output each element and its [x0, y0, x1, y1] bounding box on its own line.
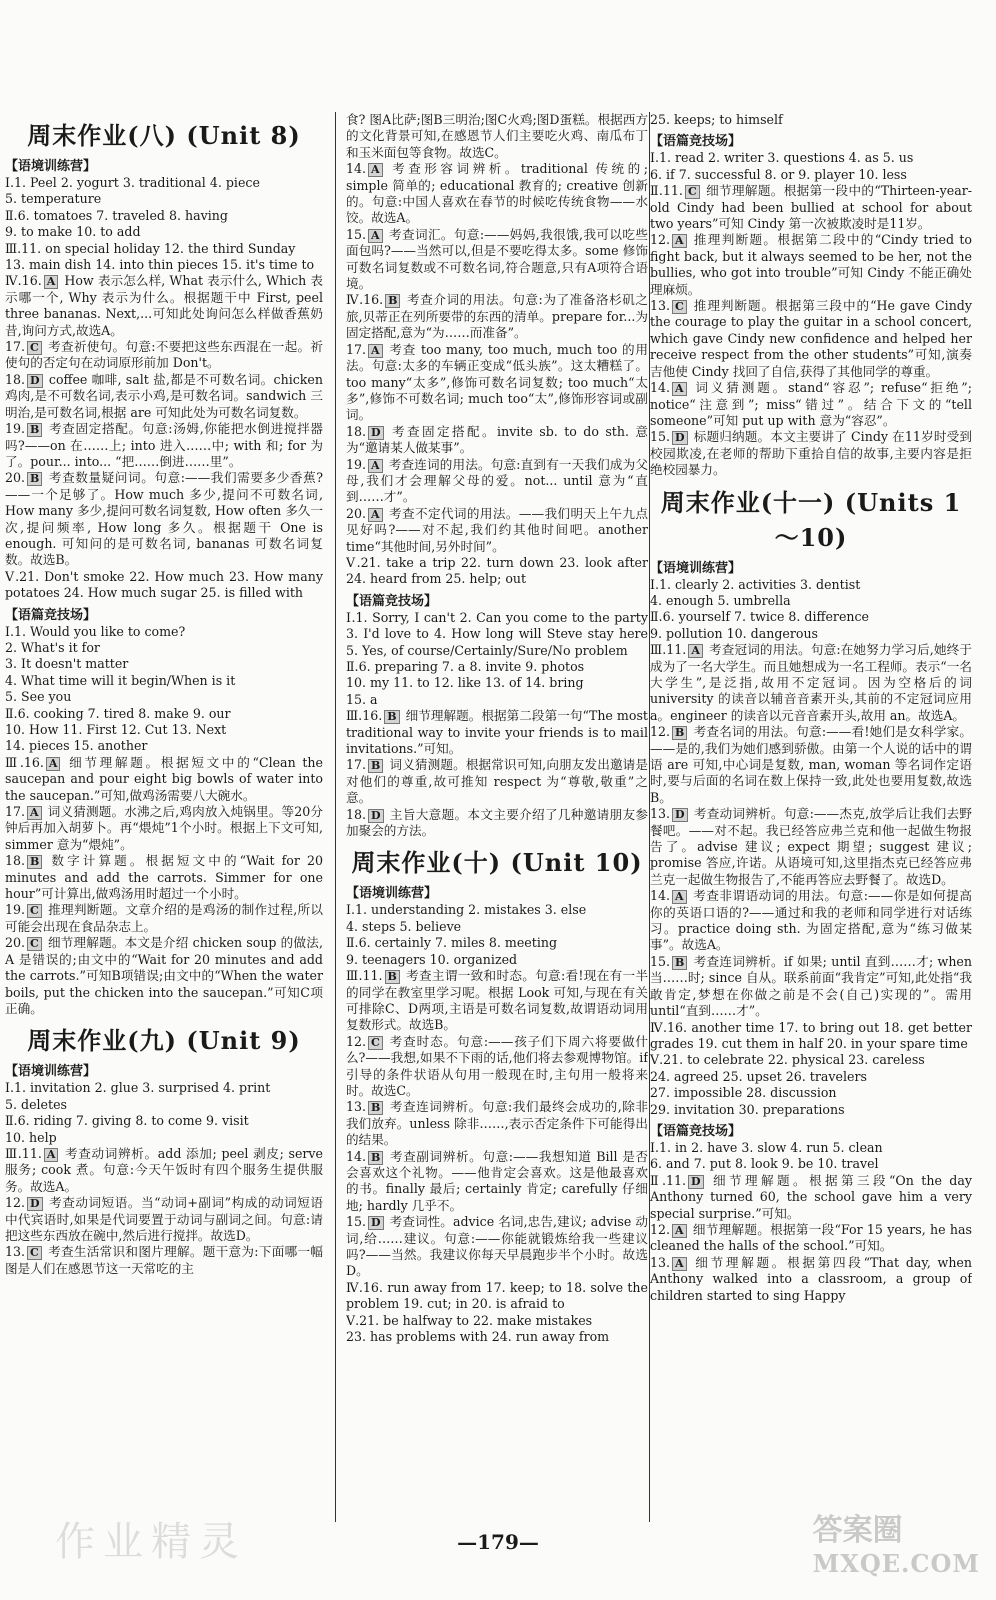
answer-line: 25. keeps; to himself	[650, 112, 783, 127]
answer-item	[5, 755, 323, 804]
answer-text: 细节理解题。根据第三段“On the day Anthony turned 60, the school gave him a very special surprise.”可知。	[650, 1172, 972, 1221]
answer-line: 5. deletes	[5, 1096, 67, 1112]
answer-text: Ⅱ.11.	[650, 183, 683, 199]
answer-text: Ⅲ.16.	[5, 754, 44, 770]
answer-text: 考查主谓一致和时态。句意:看!现在有一半的同学在教室里学习呢。根据 Look 可知,与现在有关可排除C、D两项,主语是可数名词复数,故谓语动词用复数形式。故选B。	[346, 968, 648, 1033]
answer-item	[650, 1173, 972, 1222]
answer-text: 推理判断题。根据第二段中的“Cindy tried to fight back, but it always seemed to be her, not the bullies, who got into trouble”可知 Cindy 不能正确处理麻烦。	[650, 232, 972, 297]
answer-line: Ⅰ.1. invitation 2. glue 3. surprised 4. print	[5, 1080, 271, 1096]
answer-text: 考查动词辨析。句意:——杰克,放学后让我们去野餐吧。——对不起。我已经答应弗兰克和他一起做生物报告了。advise 建议; expect 期望; suggest 建议; promise 答应,许诺。从语境可知,这里指杰克已经答应弗兰克一起做生物报告了,不能再答应去野餐了。故选D。	[650, 806, 972, 887]
answer-item	[5, 804, 323, 853]
answer-text: 17.	[5, 804, 26, 820]
section-label: 【语境训练营】	[650, 560, 742, 576]
answer-line: 9. teenagers 10. organized	[346, 951, 518, 967]
answer-text: 20.	[346, 505, 367, 521]
answer-line: Ⅴ.21. Don't smoke 22. How much 23. How many potatoes 24. How much sugar 25. is filled with	[5, 568, 323, 601]
answer-line: Ⅰ.1. understanding 2. mistakes 3. else	[346, 902, 587, 918]
answer-text: 考查动词辨析。add 添加; peel 剥皮; serve 服务; cook 煮。句意:今天午饭时有四个服务生提供服务。故选A。	[5, 1145, 323, 1194]
answer-choice: A	[672, 234, 687, 248]
answer-line: 5. See you	[5, 689, 72, 705]
answer-line: Ⅰ.1. in 2. have 3. slow 4. run 5. clean	[650, 1139, 883, 1155]
answer-choice: B	[27, 423, 42, 437]
answer-choice: C	[27, 341, 42, 355]
answer-text: 考查冠词的用法。句意:在她努力学习后,她终于成为了一名大学生。而且她想成为一名工程师。表示“一名大学生”,是泛指,故用不定冠词。因为空格后的词 university 的读音以辅音音素开头,其前的不定冠词应用 a。engineer 的读音以元音音素开头,故用 an。故选A。	[650, 642, 972, 723]
answer-item	[5, 339, 323, 372]
answer-item	[346, 1034, 648, 1100]
answer-line: Ⅰ.1. read 2. writer 3. questions 4. as 5. us	[650, 150, 914, 166]
answer-text: 19.	[5, 421, 26, 437]
section-label: 【语境训练营】	[346, 886, 438, 902]
answer-text: 考查固定搭配。invite sb. to do sth. 意为“邀请某人做某事”。	[346, 423, 648, 456]
answer-item	[346, 1149, 648, 1215]
answer-text: Ⅳ.16.	[5, 273, 42, 289]
answer-line: 13. main dish 14. into thin pieces 15. it's time to	[5, 257, 315, 273]
answer-text: 12.	[650, 1221, 671, 1237]
answer-text: 考查连词辨析。if 如果; until 直到……才; when 当……时; since 自从。联系前面“我肯定”可知,此处指“我敢肯定,梦想在你做之前是不会(自己)实现的”。需用 until“直到……才”。	[650, 953, 972, 1019]
answer-line: Ⅳ.16. run away from 17. keep; to 18. solve the problem 19. cut; in 20. is afraid to	[346, 1279, 648, 1312]
answer-text: 词义猜测题。水沸之后,鸡肉放入炖锅里。等20分钟后再加入胡萝卜。再“煨炖”1个小时。根据上下文可知, simmer 意为“煨炖”。	[5, 804, 323, 852]
answer-choice: B	[368, 1151, 383, 1165]
answer-text: 考查不定代词的用法。——我们明天上午九点见好吗?——对不起,我们约其他时间吧。another time“其他时间,另外时间”。	[346, 505, 648, 554]
answer-text: 考查名词的用法。句意:——看!她们是女科学家。——是的,我们为她们感到骄傲。由第一个人说的话中的谓语 are 可知,中心词是复数, man, woman 等名词作定语时,要与后面的名词在数上保持一致,此处也要用复数,故选B。	[650, 724, 972, 805]
section-label: 【语境训练营】	[5, 1064, 97, 1080]
answer-text: 20.	[5, 935, 26, 951]
answer-text: 推理判断题。文章介绍的是鸡汤的制作过程,所以可能会出现在食品杂志上。	[5, 902, 323, 934]
answer-choice: A	[672, 890, 687, 904]
section-title: 周末作业(八) (Unit 8)	[27, 121, 301, 150]
answer-choice: A	[368, 508, 383, 522]
answer-line: 5. temperature	[5, 191, 102, 207]
answer-text: Ⅱ.11.	[650, 1172, 686, 1188]
answer-text: 考查词汇。句意:——妈妈,我很饿,我可以吃些面包吗?——当然可以,但是不要吃得太多。some 修饰可数名词复数或不可数名词,符合题意,只有A项符合语境。	[346, 226, 648, 292]
answer-line: 4. enough 5. umbrella	[650, 592, 791, 608]
answer-item	[650, 954, 972, 1020]
answer-choice: C	[27, 1246, 42, 1260]
answer-choice: A	[368, 459, 383, 473]
answer-item	[650, 1255, 972, 1304]
answer-text: How 表示怎么样, What 表示什么, Which 表示哪一个, Why 表示为什么。根据题干中 First, peel three bananas. Next,...可知此处询问怎么样做香蕉奶昔,询问方式,故选A。	[5, 273, 323, 338]
answer-text: 13.	[650, 1254, 671, 1270]
answer-line: Ⅱ.6. certainly 7. miles 8. meeting	[346, 935, 558, 951]
answer-item	[346, 807, 648, 840]
answer-choice: B	[672, 726, 687, 740]
section-label: 【语境训练营】	[5, 159, 97, 174]
answer-text: 14.	[650, 888, 671, 904]
answer-item	[346, 161, 648, 227]
answer-choice: D	[368, 426, 384, 440]
answer-item	[346, 968, 648, 1034]
answer-line: 2. What's it for	[5, 639, 100, 655]
answer-item	[346, 506, 648, 555]
answer-item	[5, 853, 323, 902]
answer-text: 词义猜测题。根据常识可知,向朋友发出邀请是对他们的尊重,故可推知 respect 为“尊敬,敬重”之意。	[346, 757, 648, 806]
answer-line: Ⅴ.21. take a trip 22. turn down 23. look after 24. heard from 25. help; out	[346, 554, 648, 587]
answer-text: 数字计算题。根据短文中的“Wait for 20 minutes and add the carrots. Simmer for one hour”可计算出,做鸡汤用时超过一个小时。	[5, 853, 323, 902]
answer-text: 考查数量疑问词。句意:——我们需要多少香蕉?——一个足够了。How much 多少,提问不可数名词, How many 多少,提问可数名词复数, How often 多久一次,提问频率, How long 多久。根据题干 One is enough. 可知问的是可数名词, bananas 可数名词复数。故选B。	[5, 470, 323, 568]
answer-text: 考查 too many, too much, much too 的用法。句意:太多的车辆正变成“低头族”。这太糟糕了。too many“太多”,修饰可数名词复数; too much“太多”,修饰不可数名词; much too“太”,修饰形容词或副词。	[346, 341, 648, 423]
answer-text: 细节理解题。根据第四段“That day, when Anthony walked into a classroom, a group of children started to sing Happy	[650, 1254, 972, 1303]
answer-text: 细节理解题。根据短文中的“Clean the saucepan and pour eight big bowls of water into the saucepan.”可知,做鸡汤需要八大碗水。	[5, 754, 323, 803]
answer-text: 18.	[346, 423, 367, 439]
answer-item	[650, 642, 972, 724]
answer-choice: B	[368, 1101, 383, 1115]
answer-text: 15.	[346, 1214, 367, 1230]
answer-line: 24. agreed 25. upset 26. travelers	[650, 1068, 867, 1084]
answer-choice: D	[672, 808, 688, 822]
answer-line: 10. help	[5, 1129, 57, 1145]
answer-text: 考查连词的用法。句意:直到有一天我们成为父母,我们才会理解父母的爱。not... until 意为“直到……才”。	[346, 456, 648, 505]
answer-text: 标题归纳题。本文主要讲了 Cindy 在11岁时受到校园欺凌,在老师的帮助下重拾自信的故事,主要内容是拒绝校园暴力。	[650, 429, 972, 478]
answer-choice: A	[27, 806, 42, 820]
answer-line: 14. pieces 15. another	[5, 738, 148, 754]
answer-line: Ⅱ.6. preparing 7. a 8. invite 9. photos	[346, 659, 585, 674]
answer-text: 13.	[5, 1244, 26, 1260]
answer-item	[346, 227, 648, 293]
answer-choice: A	[44, 275, 59, 289]
answer-item	[346, 342, 648, 424]
answer-line: 4. What time will it begin/When is it	[5, 672, 236, 688]
watermark-logo-text: 答案圈	[812, 1513, 903, 1548]
answer-choice: B	[384, 710, 399, 724]
answer-item	[346, 1214, 648, 1280]
answer-item	[5, 1244, 323, 1277]
answer-choice: D	[368, 1216, 384, 1230]
answer-choice: C	[672, 300, 687, 314]
answer-line: 9. pollution 10. dangerous	[650, 625, 819, 641]
answer-text: 15.	[650, 953, 671, 969]
answer-choice: D	[27, 1197, 43, 1211]
answer-item	[650, 806, 972, 888]
answer-choice: B	[385, 970, 400, 984]
answer-line: Ⅴ.21. to celebrate 22. physical 23. careless	[650, 1052, 925, 1068]
watermark-logo	[813, 1505, 980, 1578]
answer-choice: D	[27, 374, 43, 388]
answer-text: 考查祈使句。句意:不要把这些东西混在一起。祈使句的否定句在动词原形前加 Don't。	[5, 339, 323, 371]
answer-text: 17.	[346, 757, 367, 773]
answer-line: 9. to make 10. to add	[5, 224, 141, 240]
answer-text: Ⅲ.16.	[346, 708, 383, 724]
column-1	[5, 112, 323, 1527]
answer-text: 考查非谓语动词的用法。句意:——你是如何提高你的英语口语的?——通过和我的老师和同学进行对话练习。practice doing sth. 为固定搭配,意为“练习做某事”。故选A。	[650, 888, 972, 953]
answer-item	[346, 708, 648, 757]
answer-item	[650, 232, 972, 298]
answer-line: 29. invitation 30. preparations	[650, 1101, 845, 1117]
answer-text: 考查生活常识和图片理解。题干意为:下面哪一幅图是人们在感恩节这一天常吃的主	[5, 1244, 323, 1276]
answer-text: 19.	[5, 902, 26, 918]
answer-choice: A	[672, 382, 687, 396]
answer-item	[346, 457, 648, 506]
answer-choice: D	[368, 809, 384, 823]
answer-item	[650, 429, 972, 478]
watermark-url: MXQE.COM	[812, 1549, 980, 1578]
answer-choice: A	[368, 163, 383, 177]
answer-text: 12.	[5, 1195, 26, 1211]
answer-text: 12.	[346, 1033, 367, 1049]
answer-choice: A	[688, 644, 703, 658]
answer-text: 19.	[346, 456, 367, 472]
answer-text: 考查介词的用法。句意:为了准备洛杉矶之旅,贝蒂正在列所要带的东西的清单。prepare for...为固定搭配,意为“为……而准备”。	[346, 292, 648, 341]
answer-choice: A	[368, 229, 383, 243]
answer-text: 17.	[346, 341, 367, 357]
answer-item	[650, 888, 972, 954]
answer-choice: A	[46, 757, 61, 771]
answer-choice: C	[27, 937, 42, 951]
answer-choice: B	[368, 759, 383, 773]
answer-choice: B	[385, 294, 400, 308]
answer-text: 考查副词辨析。句意:——我想知道 Bill 是否会喜欢这个礼物。——他肯定会喜欢。这是他最喜欢的书。finally 最后; certainly 肯定; carefully 仔细地; hardly 几乎不。	[346, 1148, 648, 1213]
answer-text: 17.	[5, 339, 26, 355]
answer-text: 细节理解题。根据第二段第一句“The most traditional way to invite your friends is to mail invitations.”可知。	[346, 708, 648, 757]
answer-line: 15. a	[346, 691, 378, 707]
answer-item	[5, 902, 323, 935]
page-number: —179—	[457, 1530, 539, 1554]
answer-item	[650, 298, 972, 380]
answer-item	[5, 470, 323, 568]
answer-text: 14.	[650, 380, 671, 396]
answer-text: 细节理解题。根据第一段中的“Thirteen-year-old Cindy had been bullied at school for about two years”可知 Cindy 第一次被欺凌时是11岁。	[650, 183, 972, 232]
answer-text: 细节理解题。根据第一段“For 15 years, he has cleaned the halls of the school.”可知。	[650, 1221, 972, 1254]
answer-choice: C	[27, 904, 42, 918]
answer-text: 考查时态。句意:——孩子们下周六将要做什么?——我想,如果不下雨的话,他们将去参观博物馆。if 引导的条件状语从句用一般现在时,主句用一般将来时。故选C。	[346, 1033, 648, 1098]
answer-text: 12.	[650, 232, 671, 248]
section-title: 周末作业(十) (Unit 10)	[351, 848, 643, 878]
answer-text: 18.	[5, 371, 26, 387]
answer-text: 考查固定搭配。句意:汤姆,你能把水倒进搅拌器吗?——on 在……上; into 进入……中; with 和; for 为了。pour... into... “把……倒进……里”。	[5, 421, 323, 469]
answer-line: Ⅰ.1. clearly 2. activities 3. dentist	[650, 576, 861, 592]
answer-text: 20.	[5, 470, 26, 486]
answer-text: 考查动词短语。当“动词+副词”构成的动词短语中代宾语时,如果是代词要置于动词与副词之间。句意:请把这些东西放在碗中,然后进行搅拌。故选D。	[5, 1195, 323, 1243]
answer-text: 18.	[5, 853, 26, 869]
answer-choice: B	[672, 956, 687, 970]
answer-line: 6. if 7. successful 8. or 9. player 10. less	[650, 166, 907, 182]
answer-text: 细节理解题。本文是介绍 chicken soup 的做法, A 是错误的;由文中的“Wait for 20 minutes and add the carrots.”可知B项错误;由文中的“When the water boils, put the chicken into the saucepan.”可知C项正确。	[5, 935, 323, 1016]
column-2	[346, 112, 648, 1527]
answer-item	[5, 1195, 323, 1244]
answer-choice: A	[672, 1224, 687, 1238]
answer-item	[346, 1099, 648, 1148]
answer-choice: C	[685, 185, 700, 199]
section-label: 【语篇竞技场】	[650, 134, 742, 150]
answer-line: 10. How 11. First 12. Cut 13. Next	[5, 722, 227, 737]
answer-item	[5, 273, 323, 339]
answer-item	[650, 1222, 972, 1255]
answer-item	[346, 757, 648, 806]
answer-line: Ⅰ.1. Peel 2. yogurt 3. traditional 4. piece	[5, 175, 260, 190]
answer-text: Ⅲ.11.	[650, 642, 687, 658]
answer-text: 考查形容词辨析。traditional 传统的; simple 简单的; educational 教育的; creative 创新的。句意:中国人喜欢在春节的时候吃传统食物——水饺。故选A。	[346, 161, 648, 226]
answer-choice: A	[44, 1148, 59, 1162]
answer-item	[5, 372, 323, 421]
answer-text: Ⅲ.11.	[346, 968, 383, 984]
answer-text: 推理判断题。根据第三段中的“He gave Cindy the courage to play the guitar in a school concert, which gave Cindy new confidence and helped her receive respect from the other students”可知,演奏吉他使 Cindy 找回了自信,获得了其他同学的尊重。	[650, 298, 972, 379]
answer-text: coffee 咖啡, salt 盐,都是不可数名词。chicken 鸡肉,是不可数名词,表示小鸡,是可数名词。sandwich 三明治,是可数名词,根据 are 可知此处为可数名词复数。	[5, 371, 323, 420]
answer-text: 18.	[346, 806, 367, 822]
answer-text: 13.	[650, 806, 671, 822]
answer-choice: C	[368, 1036, 383, 1050]
answer-text: 13.	[346, 1099, 367, 1115]
section-label: 【语篇竞技场】	[650, 1123, 742, 1139]
answer-line: 4. steps 5. believe	[346, 918, 462, 934]
answer-item	[346, 424, 648, 457]
answer-text: 考查词性。advice 名词,忠告,建议; advise 动词,给……建议。句意:——你能就锻炼给我一些建议吗?——当然。我建议你每天早晨跑步半个小时。故选D。	[346, 1214, 648, 1279]
answer-choice: D	[672, 431, 688, 445]
answer-text: 12.	[650, 724, 671, 740]
section-label: 【语篇竞技场】	[346, 593, 438, 609]
answer-item	[650, 380, 972, 429]
answer-item	[5, 1146, 323, 1195]
section-title: 周末作业(九) (Unit 9)	[27, 1026, 301, 1056]
answer-line: Ⅱ.6. riding 7. giving 8. to come 9. visit	[5, 1113, 249, 1129]
watermark-left: 作业精灵	[55, 1519, 247, 1565]
answer-line: 23. has problems with 24. run away from	[346, 1329, 610, 1345]
answer-item	[650, 183, 972, 232]
answer-line: Ⅲ.11. on special holiday 12. the third Sunday	[5, 240, 296, 256]
answer-text: Ⅲ.11.	[5, 1145, 42, 1161]
answer-text: 14.	[346, 1148, 367, 1164]
answer-item	[5, 421, 323, 470]
column-divider	[335, 112, 336, 1522]
section-title: 周末作业(十一) (Units 1～10)	[660, 487, 962, 552]
answer-text: 15.	[650, 429, 671, 445]
section-label: 【语篇竞技场】	[5, 607, 97, 623]
answer-line: Ⅱ.6. tomatoes 7. traveled 8. having	[5, 207, 228, 223]
answer-choice: B	[27, 855, 42, 869]
answer-item	[650, 724, 972, 806]
answer-line: Ⅱ.6. cooking 7. tired 8. make 9. our	[5, 705, 231, 721]
answer-text: 考查连词辨析。句意:我们最终会成功的,除非我们放弃。unless 除非……,表示否定条件下可能得出的结果。	[346, 1099, 648, 1148]
answer-line: Ⅱ.6. yourself 7. twice 8. difference	[650, 609, 870, 625]
answer-line: Ⅰ.1. Sorry, I can't 2. Can you come to the party 3. I'd love to 4. How long will Steve stay here 5. Yes, of course/Certainly/Sure/No problem	[346, 609, 648, 658]
column-3	[650, 112, 972, 1527]
answer-line: Ⅳ.16. another time 17. to bring out 18. get better grades 19. cut them in half 20. in your spare time	[650, 1019, 972, 1051]
answer-text: 15.	[346, 226, 367, 242]
answer-line: 3. It doesn't matter	[5, 656, 129, 672]
answer-line: 10. my 11. to 12. like 13. of 14. bring	[346, 675, 584, 691]
answer-line: 6. and 7. put 8. look 9. be 10. travel	[650, 1156, 879, 1172]
answer-text: 词义猜测题。stand“容忍”; refuse“拒绝”; notice“注意到”; miss“错过”。结合下文的“tell someone”可知 put up with 意为“容忍”。	[650, 380, 972, 428]
answer-item	[5, 935, 323, 1017]
answer-text: 13.	[650, 298, 671, 314]
answer-item	[346, 292, 648, 341]
answer-text: 14.	[346, 161, 367, 177]
answer-choice: B	[27, 472, 42, 486]
answer-text: 主旨大意题。本文主要介绍了几种邀请朋友参加聚会的方法。	[346, 806, 648, 839]
answer-choice: D	[688, 1175, 704, 1189]
answer-text: Ⅳ.16.	[346, 292, 384, 308]
answer-line: Ⅰ.1. Would you like to come?	[5, 623, 186, 639]
answer-line: 食? 图A比萨;图B三明治;图C火鸡;图D蛋糕。根据西方的文化背景可知,在感恩节人们主要吃火鸡、南瓜布丁和玉米面包等食物。故选C。	[346, 112, 648, 160]
answer-line: 27. impossible 28. discussion	[650, 1085, 837, 1101]
answer-choice: A	[368, 344, 383, 358]
answer-choice: A	[672, 1257, 687, 1271]
answer-line: Ⅴ.21. be halfway to 22. make mistakes	[346, 1312, 593, 1328]
